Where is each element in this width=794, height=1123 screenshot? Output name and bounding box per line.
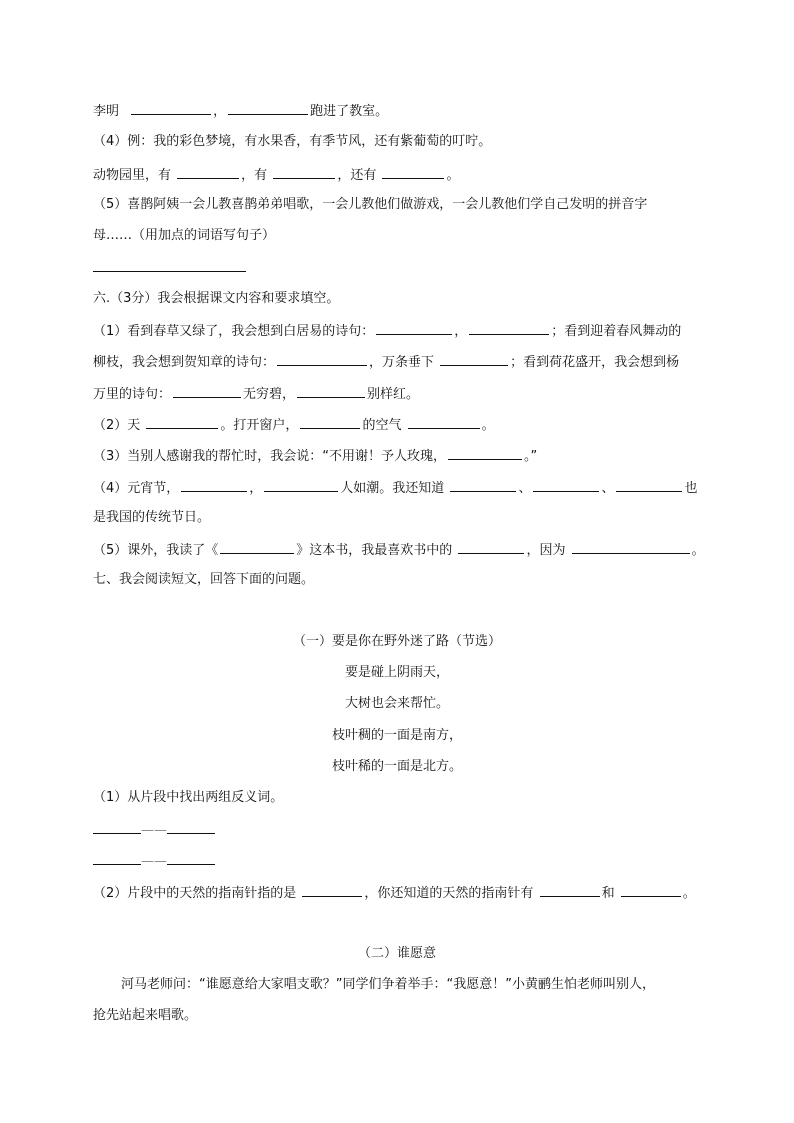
text: 。 <box>682 886 696 901</box>
answer-blank[interactable] <box>228 101 308 115</box>
answer-blank[interactable] <box>621 883 681 897</box>
text: ，你还知道的天然的指南针有 <box>364 886 534 901</box>
answer-blank[interactable] <box>264 478 338 492</box>
text: ，万条垂下 <box>369 355 435 370</box>
answer-blank[interactable] <box>408 415 480 429</box>
section-6-heading: 六.（3分）我会根据课文内容和要求填空。 <box>93 291 340 306</box>
poem-line: 枝叶稀的一面是北方。 <box>331 759 462 774</box>
text: 。打开窗户， <box>220 418 299 433</box>
part1-q2 <box>93 883 696 903</box>
text: 人如潮。我还知道 <box>340 481 445 496</box>
answer-blank[interactable] <box>131 101 211 115</box>
text: 。 <box>481 418 495 433</box>
answer-blank[interactable] <box>450 478 516 492</box>
text: ， <box>213 104 227 119</box>
text: 别样红。 <box>367 387 420 402</box>
poem-title: （一）要是你在野外迷了路（节选） <box>292 634 501 649</box>
text: 、 <box>601 481 615 496</box>
text: 、 <box>518 481 532 496</box>
answer-blank[interactable] <box>93 851 141 865</box>
answer-blank[interactable] <box>277 352 367 366</box>
question-5-answer <box>93 258 246 278</box>
q3-answer-line <box>93 101 388 121</box>
text: 。 <box>446 168 460 183</box>
story-title: （二）谁愿意 <box>357 946 436 961</box>
dash: —— <box>141 854 167 869</box>
text: ，因为 <box>526 543 566 558</box>
text: 和 <box>601 886 615 901</box>
text: 。” <box>524 449 538 464</box>
answer-blank[interactable] <box>382 165 444 179</box>
text: 无穷碧， <box>243 387 296 402</box>
s6-q1-line3 <box>93 384 419 404</box>
answer-blank[interactable] <box>93 258 246 272</box>
answer-blank[interactable] <box>173 384 241 398</box>
text: ， <box>454 324 468 339</box>
answer-blank[interactable] <box>448 446 522 460</box>
answer-blank[interactable] <box>572 540 690 554</box>
s6-q4-line2: 是我国的传统节日。 <box>93 510 211 525</box>
text: ，有 <box>241 168 268 183</box>
text: （2）天 <box>93 418 141 433</box>
text: ；看到迎着春风舞动的 <box>551 324 682 339</box>
text: 动物园里，有 <box>93 168 172 183</box>
text: ， <box>249 481 263 496</box>
text: 。 <box>691 543 705 558</box>
answer-blank[interactable] <box>616 478 682 492</box>
s6-q1-line2 <box>93 352 679 372</box>
question-4-answer-line <box>93 165 459 185</box>
poem-line: 大树也会来帮忙。 <box>344 696 449 711</box>
text: （4）元宵节， <box>93 481 180 496</box>
answer-blank[interactable] <box>440 352 508 366</box>
antonym-pair-2 <box>93 851 215 871</box>
text: ，还有 <box>337 168 377 183</box>
answer-blank[interactable] <box>167 851 215 865</box>
answer-blank[interactable] <box>302 883 362 897</box>
question-5-line2: 母……（用加点的词语写句子） <box>93 228 276 243</box>
s6-q4-line1 <box>93 478 698 498</box>
antonym-pair-1 <box>93 820 215 840</box>
text: 柳枝，我会想到贺知章的诗句： <box>93 355 276 370</box>
text: （5）课外，我读了《 <box>93 543 219 558</box>
answer-blank[interactable] <box>540 883 600 897</box>
poem-line: 枝叶稠的一面是南方， <box>331 728 462 743</box>
dash: —— <box>141 823 167 838</box>
text: ；看到荷花盛开，我会想到杨 <box>510 355 680 370</box>
section-7-heading: 七、我会阅读短文，回答下面的问题。 <box>93 572 315 587</box>
answer-blank[interactable] <box>177 165 239 179</box>
answer-blank[interactable] <box>376 321 452 335</box>
answer-blank[interactable] <box>273 165 335 179</box>
answer-blank[interactable] <box>181 478 247 492</box>
question-5-line1: （5）喜鹊阿姨一会儿教喜鹊弟弟唱歌，一会儿教他们做游戏，一会儿教他们学自己发明的拼音字 <box>93 197 648 212</box>
story-paragraph: 河马老师问：“谁愿意给大家唱支歌？”同学们争着举手：“我愿意！”小黄鹂生怕老师叫别人， <box>121 977 655 992</box>
text: 的空气 <box>362 418 402 433</box>
answer-blank[interactable] <box>458 540 524 554</box>
text: 也 <box>684 481 698 496</box>
answer-blank[interactable] <box>146 415 218 429</box>
text: 李明 <box>93 104 120 119</box>
poem-line: 要是碰上阴雨天， <box>344 665 449 680</box>
answer-blank[interactable] <box>469 321 549 335</box>
answer-blank[interactable] <box>297 384 365 398</box>
answer-blank[interactable] <box>533 478 599 492</box>
text: （2）片段中的天然的指南针指的是 <box>93 886 297 901</box>
question-4: （4）例：我的彩色梦境，有水果香，有季节风，还有紫葡萄的叮咛。 <box>93 134 492 149</box>
text: 万里的诗句： <box>93 387 172 402</box>
answer-blank[interactable] <box>93 820 141 834</box>
text: 》这本书，我最喜欢书中的 <box>296 543 453 558</box>
text: 跑进了教室。 <box>310 104 389 119</box>
part1-q1: （1）从片段中找出两组反义词。 <box>93 790 284 805</box>
answer-blank[interactable] <box>167 820 215 834</box>
answer-blank[interactable] <box>220 540 294 554</box>
text: （1）看到春草又绿了，我会想到白居易的诗句： <box>93 324 375 339</box>
s6-q5 <box>93 540 705 560</box>
s6-q2 <box>93 415 495 435</box>
s6-q3 <box>93 446 537 466</box>
text: （3）当别人感谢我的帮忙时，我会说：“不用谢！予人玫瑰， <box>93 449 447 464</box>
answer-blank[interactable] <box>300 415 360 429</box>
story-paragraph-cont: 抢先站起来唱歌。 <box>93 1008 198 1023</box>
s6-q1-line1 <box>93 321 681 341</box>
